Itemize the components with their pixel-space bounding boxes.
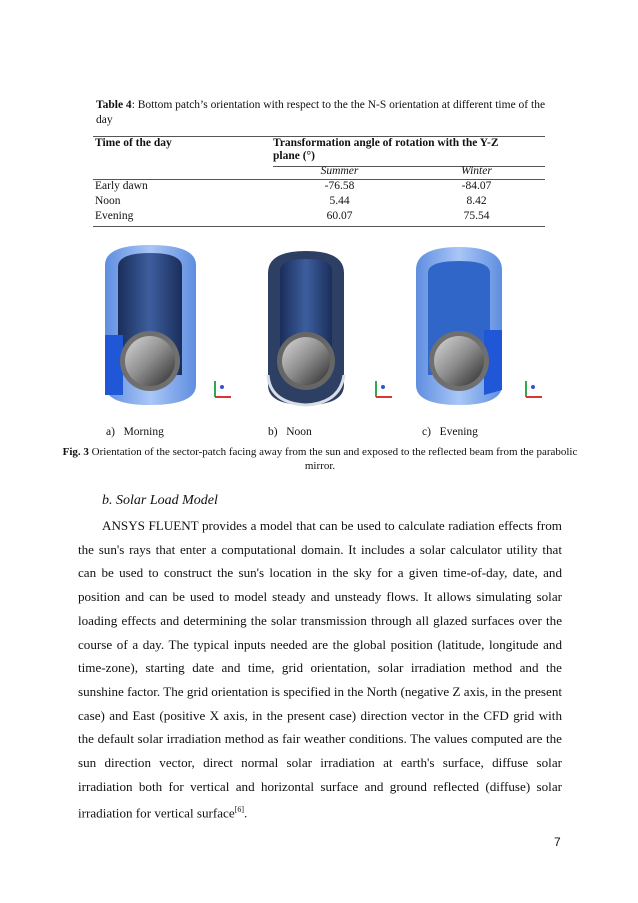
figure-caption-text: Orientation of the sector-patch facing away from the sun and exposed to the reflected beam from the parabolic mirror. (88, 446, 578, 472)
table-row (93, 194, 545, 209)
figure-caption-label: Fig. 3 (62, 446, 89, 458)
row-winter: 75.54 (463, 210, 490, 222)
table-caption-text: : Bottom patch’s orientation with respect to the the N-S orientation at different time of the day (96, 99, 546, 126)
table-4 (93, 136, 545, 224)
col-header-angle: Transformation angle of rotation with the Y-Z plane (°) (273, 137, 499, 162)
citation: [6] (234, 805, 245, 815)
row-summer: 60.07 (326, 210, 353, 222)
cylinder-evening (416, 247, 502, 405)
row-time: Noon (95, 195, 121, 207)
axis-triad-icon (215, 381, 231, 397)
row-summer: -76.58 (324, 180, 355, 192)
table-bottom-rule (93, 226, 545, 227)
panel-label-noon: b) Noon (268, 426, 312, 438)
cylinder-morning (105, 245, 196, 405)
row-time: Evening (95, 210, 134, 222)
row-summer: 5.44 (329, 195, 350, 207)
page-number: 7 (554, 835, 561, 849)
section-heading: b. Solar Load Model (102, 493, 218, 508)
paragraph-text: ANSYS FLUENT provides a model that can be used to calculate radiation effects from the sun's rays that enter a computational domain. It includes a solar calculator utility that can be used to construct the sun's location in the sky for a given time-of-day, date, and position and can be used to model steady and unsteady flows. It allows simulating solar loading effects and determining the solar transmission through all glazed surfaces over the course of a day. The typical inputs needed are the global position (latitude, longitude and time-zone), starting date and time, grid orientation, solar irradiation method and the sunshine factor. The grid orientation is specified in the North (negative Z axis, in the present case) and East (positive X axis, in the present case) direction vector in the CFD grid with the default solar irradiation method as fair weather conditions. The values computed are the sun direction vector, direct normal solar irradiation at earth's surface, diffuse solar irradiation both for vertical and horizontal surface and ground reflected (diffuse) solar irradiation for vertical surface (78, 518, 562, 821)
table-caption (96, 98, 556, 128)
table-label: Table 4 (96, 99, 132, 111)
figure-3-images (0, 235, 638, 420)
axis-triad-icon (526, 381, 542, 397)
row-winter: -84.07 (461, 180, 492, 192)
axis-triad-icon (376, 381, 392, 397)
panel-label-evening: c) Evening (422, 426, 478, 438)
table-row (93, 179, 545, 194)
table-row (93, 209, 545, 224)
subheader-summer: Summer (320, 165, 359, 177)
cylinder-noon (268, 251, 344, 405)
panel-label-morning: a) Morning (106, 426, 164, 438)
body-paragraph: ANSYS FLUENT provides a model that can be used to calculate radiation effects from the sun's rays that enter a computational domain. It includes a solar calculator utility that can be used to construct the sun's location in the sky for a given time-of-day, date, and position and can be used to model steady and unsteady flows. It allows simulating solar loading effects and determining the solar transmission through all glazed surfaces over the course of a day. The typical inputs needed are the global position (latitude, longitude and time-zone), starting date and time, grid orientation, solar irradiation method and the sunshine factor. The grid orientation is specified in the North (negative Z axis, in the present case) and East (positive X axis, in the present case) direction vector in the CFD grid with the default solar irradiation method as fair weather conditions. The values computed are the sun direction vector, direct normal solar irradiation at earth's surface, diffuse solar irradiation both for vertical and horizontal surface and ground reflected (diffuse) solar irradiation for vertical surface[6]. (78, 518, 562, 821)
col-header-time: Time of the day (95, 137, 172, 149)
row-time: Early dawn (95, 180, 148, 192)
figure-caption (60, 445, 580, 473)
subheader-winter: Winter (461, 165, 492, 177)
row-winter: 8.42 (466, 195, 487, 207)
